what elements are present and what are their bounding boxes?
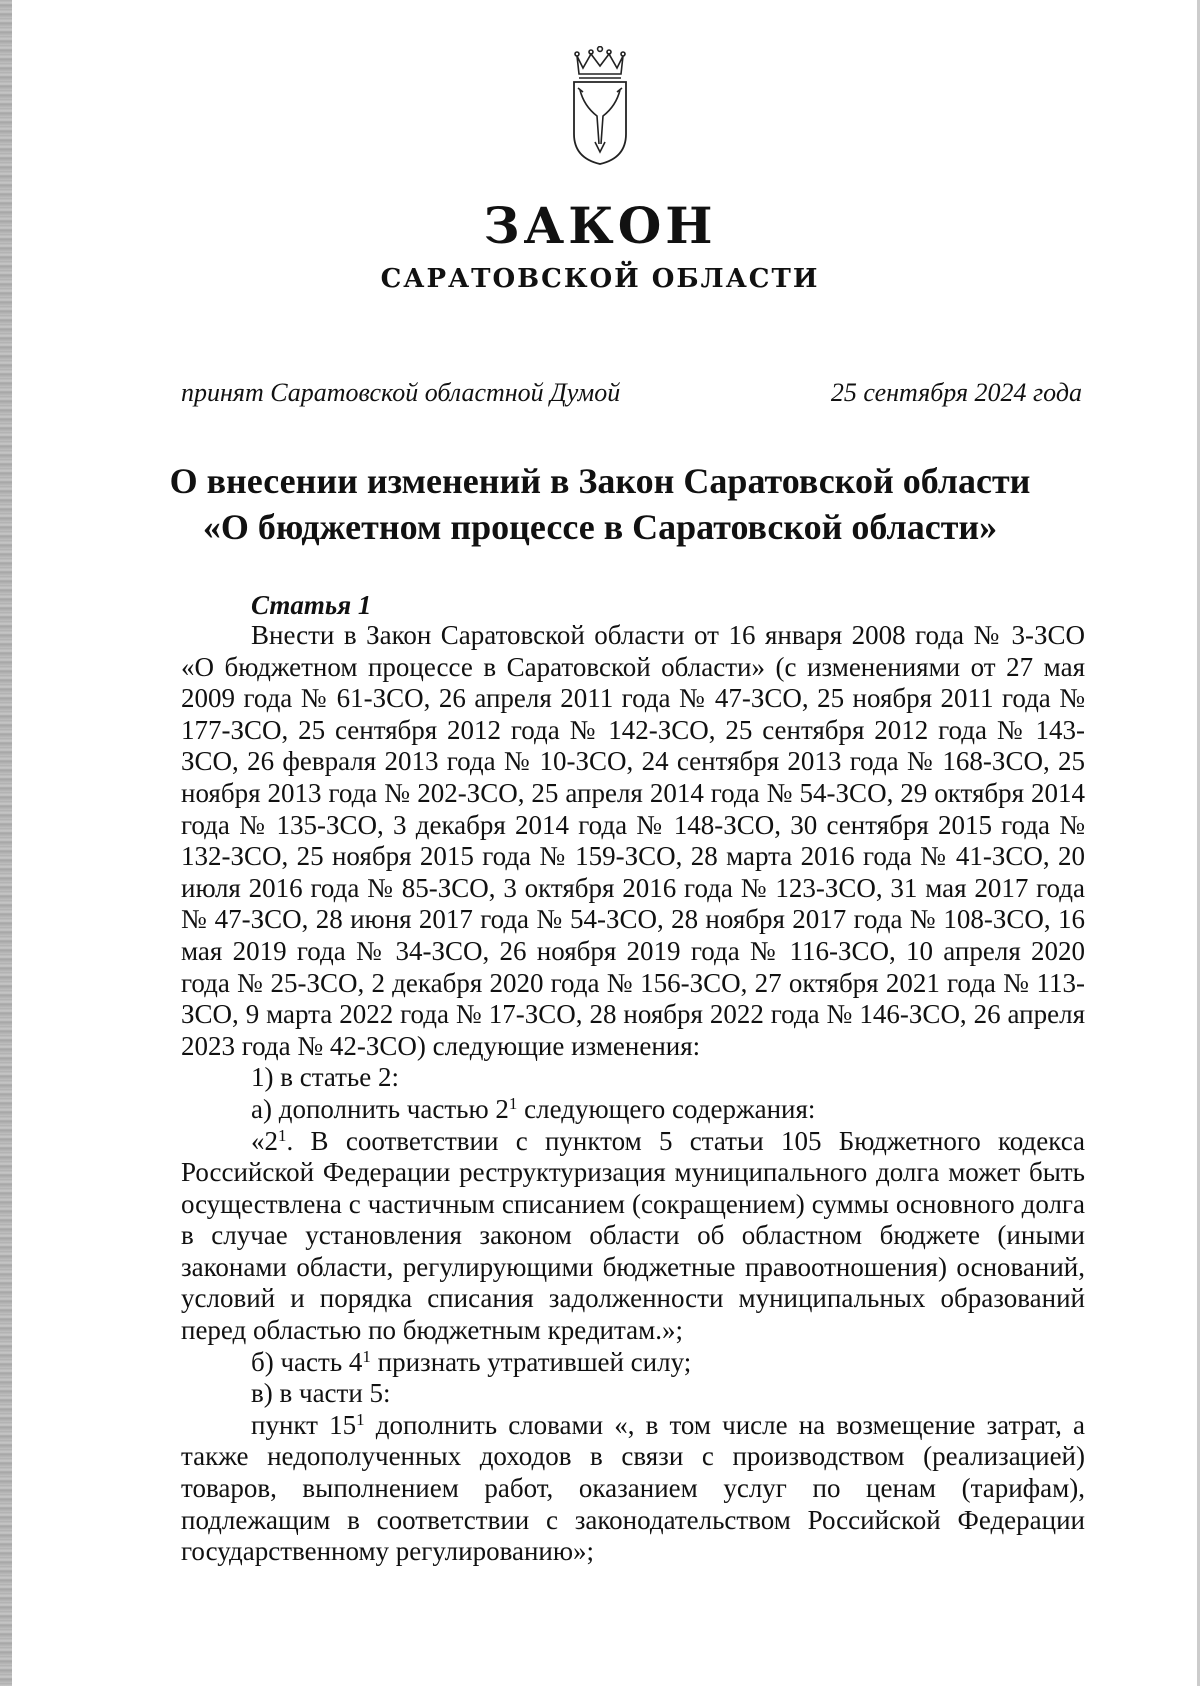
article-title: Статья 1 [251,590,372,620]
adoption-body: принят Саратовской областной Думой [181,378,621,407]
document-subtitle: САРАТОВСКОЙ ОБЛАСТИ [380,264,820,294]
point-15-1 [181,1410,1085,1568]
saratov-coat-of-arms-icon [569,46,631,168]
article-body [181,620,1085,1568]
item-b-sup: 1 [362,1346,371,1366]
quoted-part [181,1126,1085,1347]
item-a [181,1094,1085,1126]
point-sup: 1 [356,1409,365,1429]
quoted-part-number: «2 [251,1125,278,1156]
law-heading-line-2: «О бюджетном процессе в Саратовской области» [202,507,998,547]
item-b-tail: признать утратившей силу; [370,1346,692,1377]
quoted-part-text: . В соответствии с пунктом 5 статьи 105 Бюджетного кодекса Российской Федерации реструктуризация муниципального долга может быть осуществлена с частичным списанием (сокращением) суммы основного долга в случае установления законом области об областном бюджете (иными законами области, регулирующими бюджетные правоотношения) оснований, условий и порядка списания задолженности муниципальных образований перед областью по бюджетным кредитам.»; [181,1125,1085,1346]
item-1: 1) в статье 2: [251,1062,399,1093]
item-b-text: б) часть 4 [251,1346,363,1377]
quoted-part-sup: 1 [278,1125,287,1145]
item-a-text: а) дополнить частью 2 [251,1093,509,1124]
item-v: в) в части 5: [251,1378,391,1409]
adoption-date: 25 сентября 2024 года [830,378,1082,407]
item-b [181,1347,1085,1379]
document-title: ЗАКОН [483,196,717,255]
item-a-tail: следующего содержания: [517,1093,816,1124]
law-heading [0,458,1200,550]
law-heading-line-1: О внесении изменений в Закон Саратовской области [169,461,1031,501]
item-a-sup: 1 [508,1093,518,1113]
point-text: пункт 15 [251,1409,357,1440]
point-tail: дополнить словами «, в том числе на возмещение затрат, а также недополученных доходов в связи с производством (реализацией) товаров, выполнением работ, оказанием услуг по ценам (тарифам), подлежащим в соответствии с законодательством Российской Федерации государственному регулированию»; [181,1409,1086,1567]
article-intro: Внести в Закон Саратовской области от 16 января 2008 года № 3-ЗСО «О бюджетном процессе в Саратовской области» (с изменениями от 27 мая 2009 года № 61-ЗСО, 26 апреля 2011 года № 47-ЗСО, 25 ноября 2011 года № 177-ЗСО, 25 сентября 2012 года № 142-ЗСО, 25 сентября 2012 года № 143-ЗСО, 26 февраля 2013 года № 10-ЗСО, 24 сентября 2013 года № 168-ЗСО, 25 ноября 2013 года № 202-ЗСО, 25 апреля 2014 года № 54-ЗСО, 29 октября 2014 года № 135-ЗСО, 3 декабря 2014 года № 148-ЗСО, 30 сентября 2015 года № 132-ЗСО, 25 ноября 2015 года № 159-ЗСО, 28 марта 2016 года № 41-ЗСО, 20 июля 2016 года № 85-ЗСО, 3 октября 2016 года № 123-ЗСО, 31 мая 2017 года № 47-ЗСО, 28 июня 2017 года № 54-ЗСО, 28 ноября 2017 года № 108-ЗСО, 16 мая 2019 года № 34-ЗСО, 26 ноября 2019 года № 116-ЗСО, 10 апреля 2020 года № 25-ЗСО, 2 декабря 2020 года № 156-ЗСО, 27 октября 2021 года № 113-ЗСО, 9 марта 2022 года № 17-ЗСО, 28 ноября 2022 года № 146-ЗСО, 26 апреля 2023 года № 42-ЗСО) следующие изменения: [181,620,1085,1061]
